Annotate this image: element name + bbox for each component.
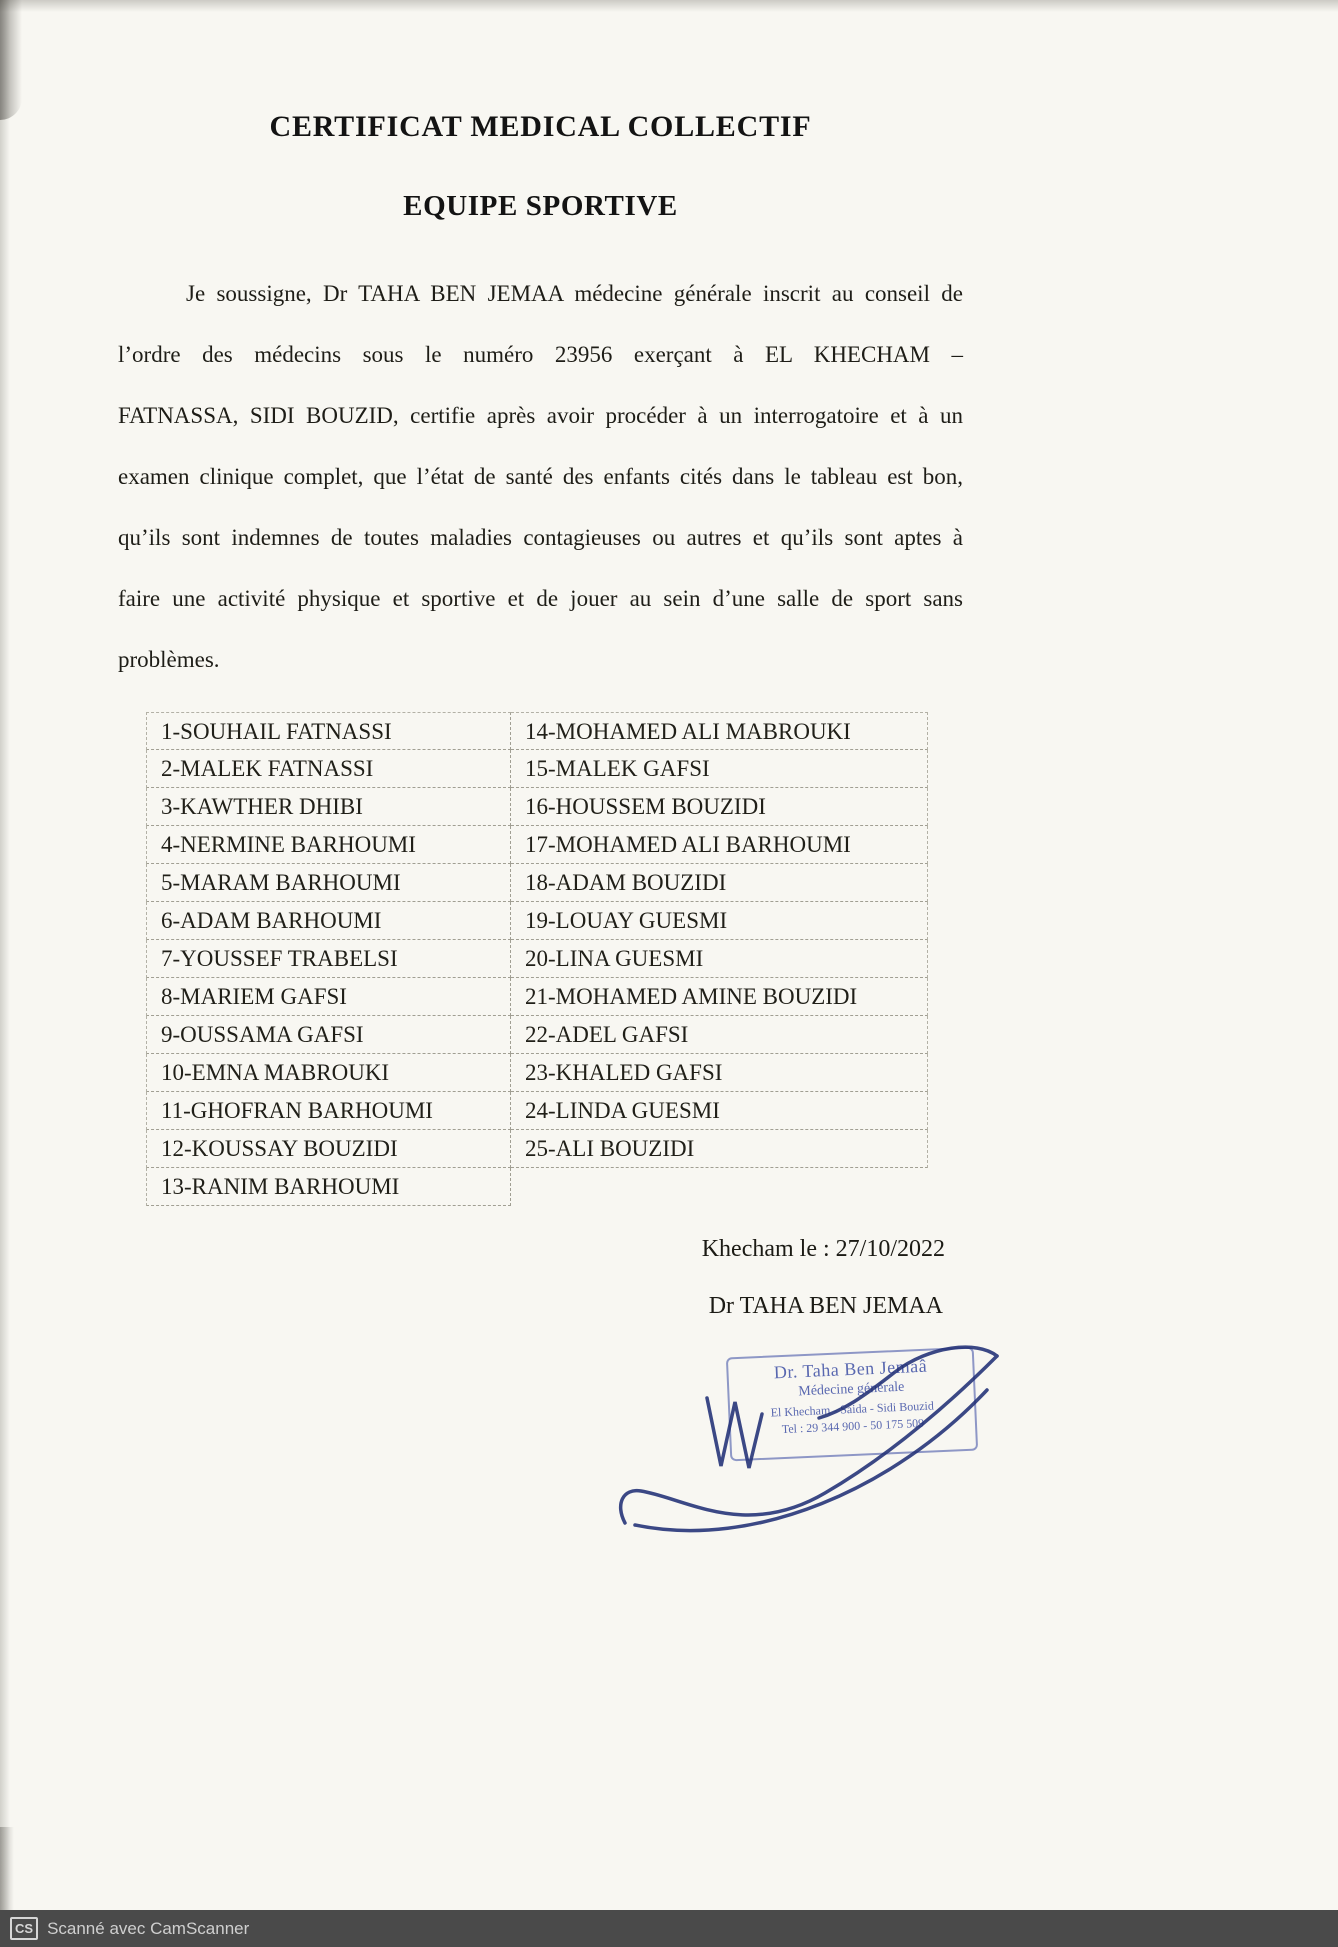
table-row — [146, 1054, 928, 1092]
table-row — [146, 864, 928, 902]
date-line: Khecham le : 27/10/2022 — [701, 1236, 945, 1262]
stamp-phone: Tel : 29 344 900 - 50 175 509 — [781, 1415, 925, 1437]
table-cell: 7-YOUSSEF TRABELSI — [146, 940, 511, 978]
doctor-name-line: Dr TAHA BEN JEMAA — [708, 1293, 943, 1319]
document-subtitle: EQUIPE SPORTIVE — [403, 190, 678, 222]
table-cell: 14-MOHAMED ALI MABROUKI — [511, 712, 928, 750]
table-cell — [511, 1168, 928, 1206]
certificate-body-paragraph: Je soussigne, Dr TAHA BEN JEMAA médecine générale inscrit au conseil de l’ordre des médecins sous le numéro 23956 exerçant à EL KHECHAM – FATNASSA, SIDI BOUZID, certifie après avoir procéder à un interrogatoire et à un examen clinique complet, que l’état de santé des enfants cités dans le tableau est bon, qu’ils sont indemnes de toutes maladies contagieuses ou autres et qu’ils sont aptes à faire une activité physique et sportive et de jouer au sein d’une salle de sport sans problèmes. — [118, 281, 963, 672]
document-content — [118, 0, 963, 1320]
document-title: CERTIFICAT MEDICAL COLLECTIF — [269, 110, 812, 143]
table-cell: 1-SOUHAIL FATNASSI — [146, 712, 511, 750]
table-cell: 10-EMNA MABROUKI — [146, 1054, 511, 1092]
table-cell: 20-LINA GUESMI — [511, 940, 928, 978]
table-row — [146, 940, 928, 978]
table-cell: 21-MOHAMED AMINE BOUZIDI — [511, 978, 928, 1016]
table-cell: 4-NERMINE BARHOUMI — [146, 826, 511, 864]
stamp-address: El Khecham - Saida - Sidi Bouzid — [770, 1398, 935, 1420]
table-cell: 3-KAWTHER DHIBI — [146, 788, 511, 826]
table-cell: 25-ALI BOUZIDI — [511, 1130, 928, 1168]
table-cell: 15-MALEK GAFSI — [511, 750, 928, 788]
table-row — [146, 978, 928, 1016]
table-cell: 17-MOHAMED ALI BARHOUMI — [511, 826, 928, 864]
table-row — [146, 902, 928, 940]
stamp-doctor-name: Dr. Taha Ben Jemaâ — [773, 1355, 928, 1383]
table-row — [146, 750, 928, 788]
signature — [595, 1318, 1015, 1548]
table-cell: 13-RANIM BARHOUMI — [146, 1168, 511, 1206]
table-row — [146, 1130, 928, 1168]
table-cell: 22-ADEL GAFSI — [511, 1016, 928, 1054]
table-row — [146, 826, 928, 864]
table-cell: 5-MARAM BARHOUMI — [146, 864, 511, 902]
camscanner-icon: CS — [10, 1917, 38, 1940]
table-row — [146, 1092, 928, 1130]
players-table — [146, 712, 928, 1206]
camscanner-watermark-bar — [0, 1910, 1338, 1947]
camscanner-text: Scanné avec CamScanner — [47, 1918, 250, 1938]
table-cell: 9-OUSSAMA GAFSI — [146, 1016, 511, 1054]
scan-shadow-left — [0, 0, 10, 1947]
table-cell: 19-LOUAY GUESMI — [511, 902, 928, 940]
table-cell: 6-ADAM BARHOUMI — [146, 902, 511, 940]
stamp-specialty: Médecine générale — [798, 1379, 905, 1400]
table-cell: 12-KOUSSAY BOUZIDI — [146, 1130, 511, 1168]
table-cell: 2-MALEK FATNASSI — [146, 750, 511, 788]
table-cell: 23-KHALED GAFSI — [511, 1054, 928, 1092]
table-row — [146, 1016, 928, 1054]
scan-shadow-bottom-left — [0, 1827, 14, 1917]
table-cell: 16-HOUSSEM BOUZIDI — [511, 788, 928, 826]
table-row — [146, 788, 928, 826]
table-row — [146, 712, 928, 750]
table-cell: 24-LINDA GUESMI — [511, 1092, 928, 1130]
table-row — [146, 1168, 928, 1206]
table-cell: 11-GHOFRAN BARHOUMI — [146, 1092, 511, 1130]
scan-shadow-corner — [0, 0, 22, 120]
table-cell: 18-ADAM BOUZIDI — [511, 864, 928, 902]
table-cell: 8-MARIEM GAFSI — [146, 978, 511, 1016]
